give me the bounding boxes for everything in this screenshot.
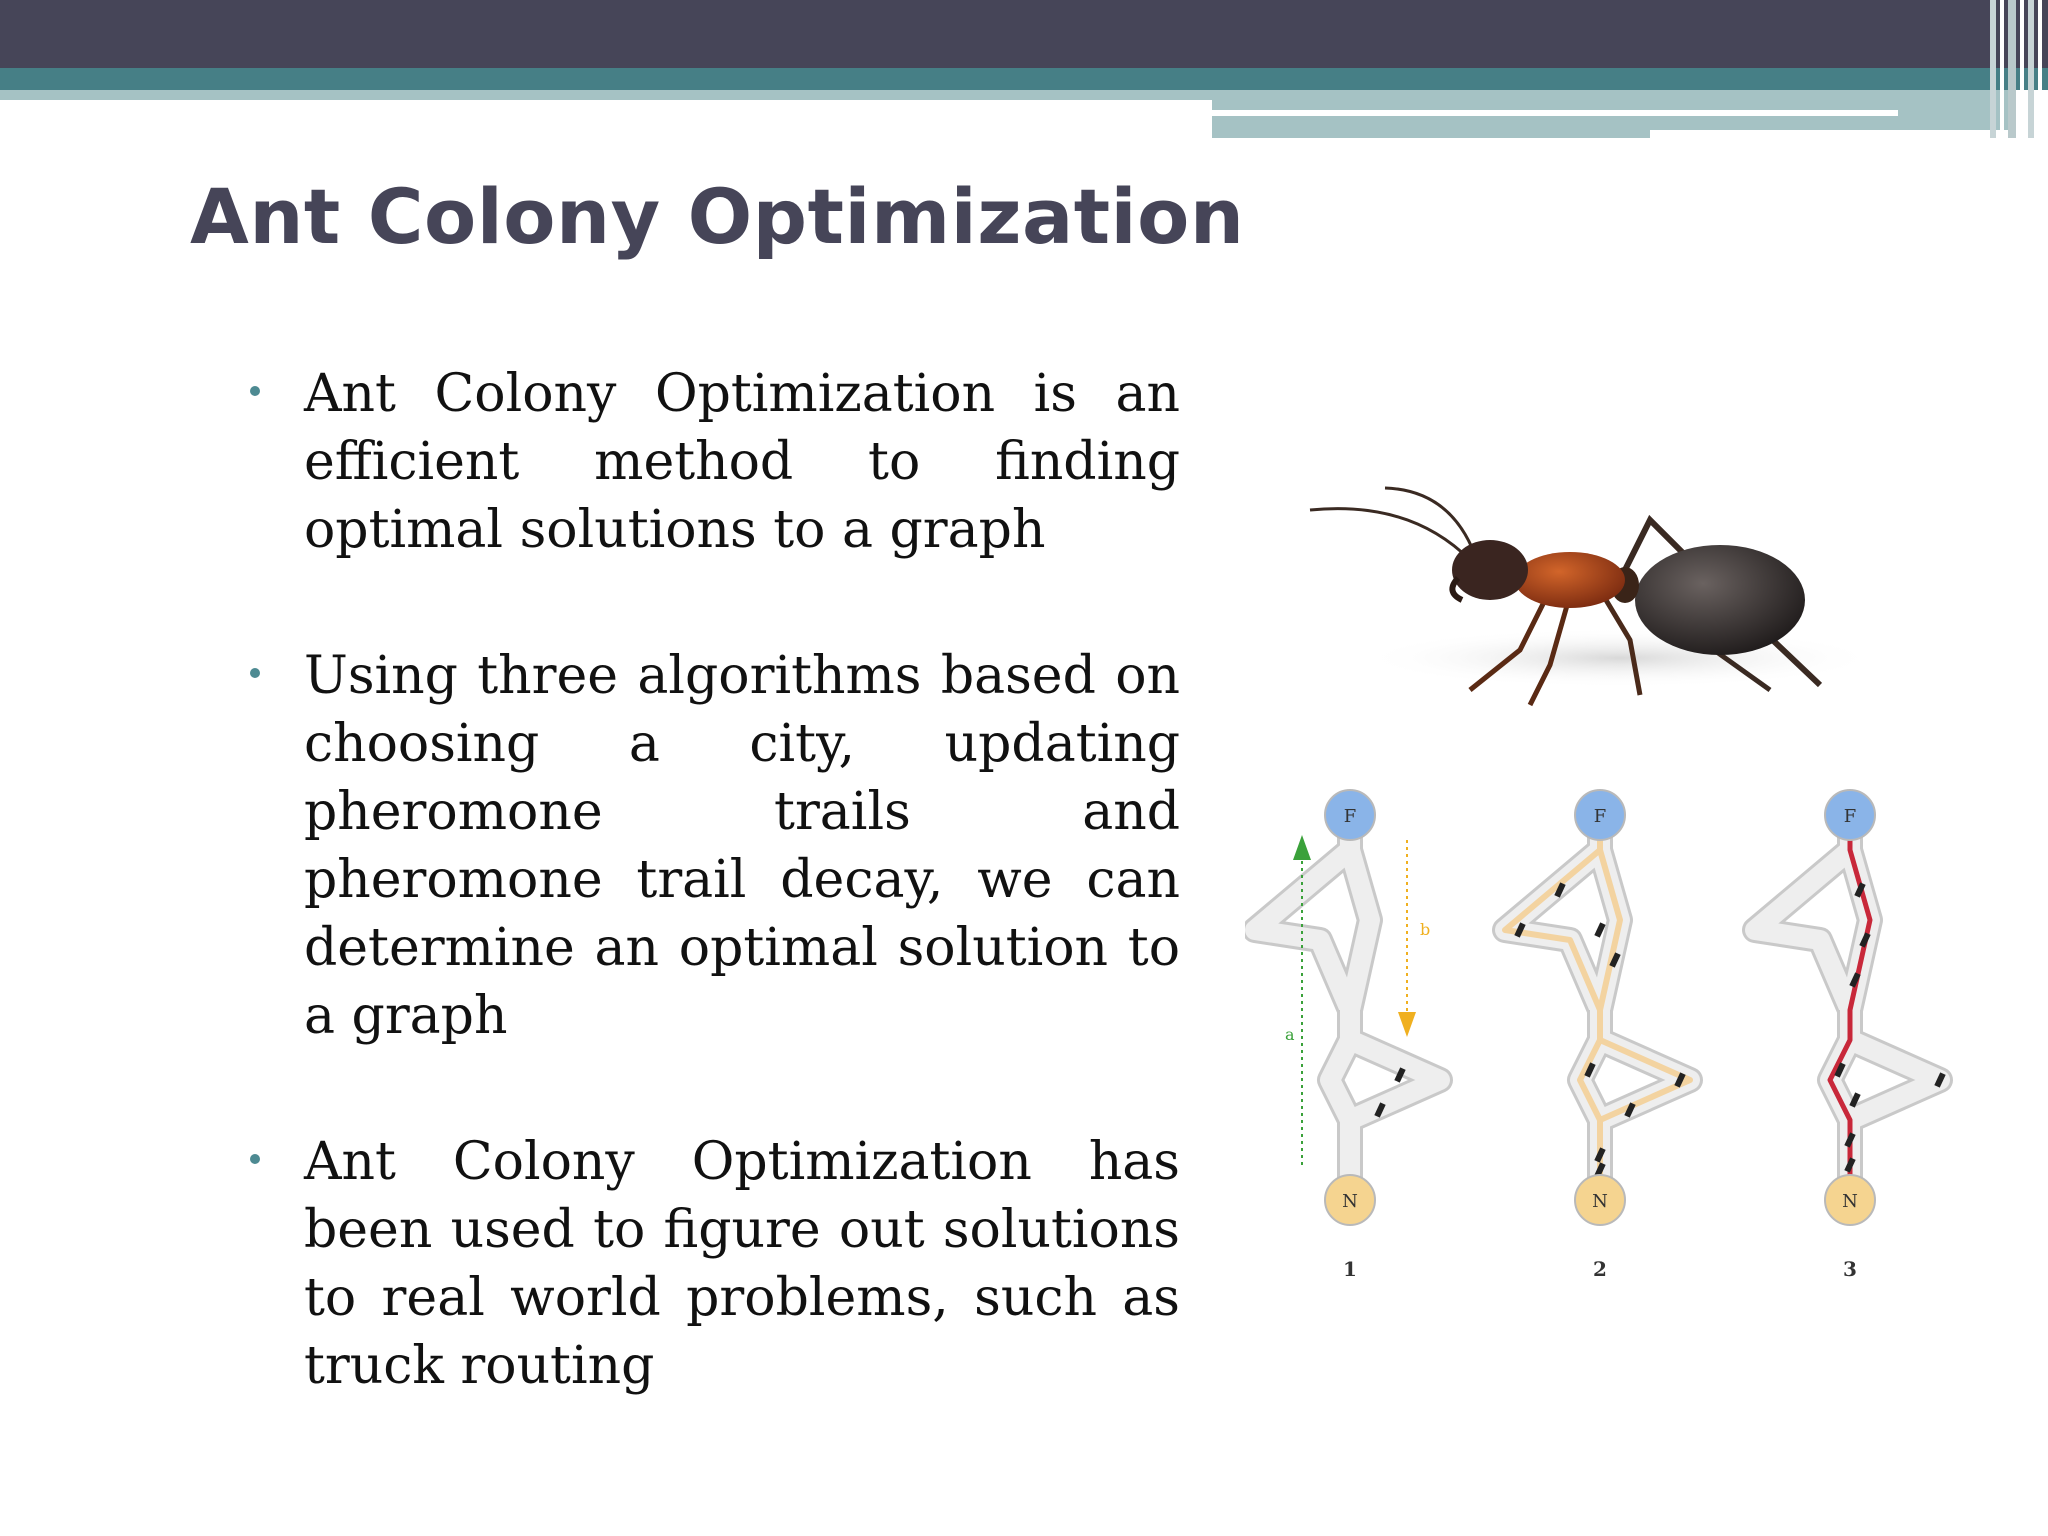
bullet-text: Using three algorithms based on choosing a city, updating pheromone trails and pheromone trail decay, we can determine an optimal solution to a graph: [304, 646, 1180, 1046]
path-fill: [1830, 1010, 1940, 1180]
header-band-dark: [0, 0, 2048, 68]
bullet-dot: [250, 386, 260, 396]
slide-title: Ant Colony Optimization: [190, 172, 1245, 261]
food-node-label: F: [1843, 806, 1857, 827]
bullet-text: Ant Colony Optimization has been used to figure out solutions to real world problems, such as truck routing: [304, 1132, 1180, 1396]
bullet-item: [250, 1128, 1180, 1400]
path-fill: [1255, 820, 1370, 1010]
nest-node-label: N: [1342, 1191, 1358, 1212]
path-fill: [1330, 1010, 1440, 1180]
ant-path-diagram: [1245, 780, 1985, 1290]
nest-node-label: N: [1842, 1191, 1858, 1212]
arrow-a-head: [1293, 835, 1311, 860]
panel-number: 2: [1593, 1257, 1607, 1281]
path-fill: [1580, 1010, 1690, 1180]
food-node-label: F: [1343, 806, 1357, 827]
panel-number: 1: [1343, 1257, 1357, 1281]
arrow-b-head: [1398, 1012, 1416, 1037]
nest-node-label: N: [1592, 1191, 1608, 1212]
bullet-item: [250, 642, 1180, 1050]
panel-number: 3: [1843, 1257, 1857, 1281]
ant-photo: [1300, 480, 1900, 720]
bullet-dot: [250, 668, 260, 678]
bullet-text: Ant Colony Optimization is an efficient method to finding optimal solutions to a graph: [304, 364, 1180, 560]
header-line: [1212, 110, 1898, 116]
header-line-2: [1650, 130, 2010, 138]
bullet-list: [250, 360, 1180, 1478]
header-band-light: [0, 90, 1212, 100]
food-node-label: F: [1593, 806, 1607, 827]
header-band-teal: [0, 68, 2048, 90]
bullet-item: [250, 360, 1180, 564]
arrow-b-label: b: [1420, 920, 1431, 939]
bullet-dot: [250, 1154, 260, 1164]
header-edge-stripes: [1990, 0, 2048, 138]
arrow-a-label: a: [1285, 1025, 1295, 1044]
